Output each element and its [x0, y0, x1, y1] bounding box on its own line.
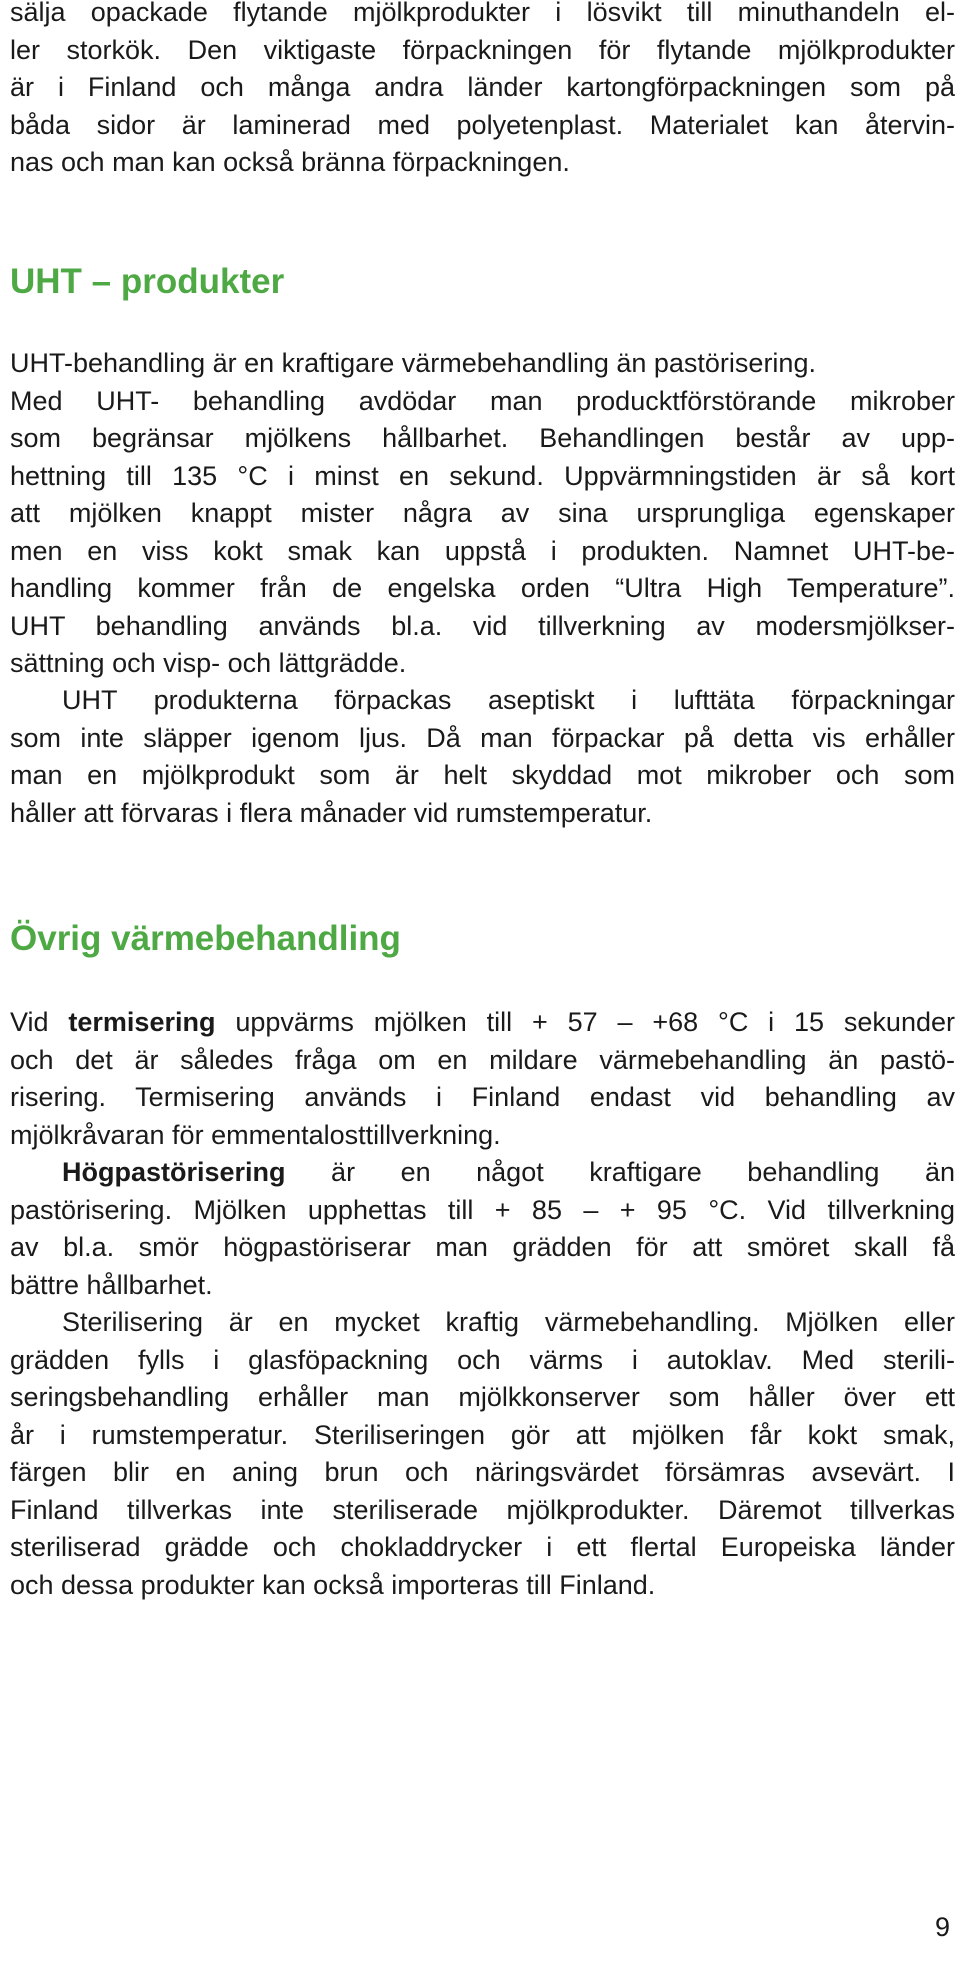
text-line: sättning och visp- och lättgrädde. [10, 648, 407, 678]
text-line: Sterilisering är en mycket kraftig värmebehandling. Mjölken eller [62, 1307, 955, 1337]
text-line: handling kommer från de engelska orden “Ultra High Temperature”. [10, 573, 955, 603]
text-line: ler storkök. Den viktigaste förpackningen för flytande mjölkprodukter [10, 34, 955, 65]
text-line: bättre hållbarhet. [10, 1269, 213, 1300]
text-line [10, 1154, 955, 1192]
text-line: och dessa produkter kan också importeras till Finland. [10, 1569, 656, 1600]
text-line: man en mjölkprodukt som är helt skyddad mot mikrober och som [10, 760, 955, 790]
text-line: hettning till 135 °C i minst en sekund. Uppvärmningstiden är så kort [10, 460, 955, 491]
text-line: nas och man kan också bränna förpackningen. [10, 147, 570, 177]
text-line: risering. Termisering används i Finland endast vid behandling av [10, 1082, 955, 1112]
ovrig-paragraph-termisering [10, 1004, 955, 1154]
text-run: uppvärms mjölken till + 57 – +68 °C i 15 sekunder [215, 1007, 955, 1037]
text-line: Med UHT- behandling avdödar man producktförstörande mikrober [10, 385, 955, 416]
text-line: UHT-behandling är en kraftigare värmebehandling än pastörisering. [10, 348, 816, 378]
text-line: sälja opackade flytande mjölkprodukter i lösvikt till minuthandeln el- [10, 0, 955, 27]
ovrig-paragraph-sterilisering [10, 1304, 955, 1604]
text-line: att mjölken knappt mister några av sina ursprungliga egenskaper [10, 498, 955, 528]
text-line: är i Finland och många andra länder kartongförpackningen som på [10, 72, 955, 102]
text-run: är en något kraftigare behandling än [285, 1157, 955, 1187]
text-line: som inte släpper igenom ljus. Då man förpackar på detta vis erhåller [10, 722, 955, 753]
text-line: seringsbehandling erhåller man mjölkkonserver som håller över ett [10, 1382, 955, 1412]
text-line: Finland tillverkas inte steriliserade mjölkprodukter. Däremot tillverkas [10, 1494, 955, 1525]
uht-paragraph-2 [10, 682, 955, 832]
text-line: år i rumstemperatur. Steriliseringen gör att mjölken får kokt smak, [10, 1419, 955, 1450]
text-line: som begränsar mjölkens hållbarhet. Behandlingen består av upp- [10, 423, 955, 453]
intro-paragraph [10, 0, 955, 182]
text-line: av bl.a. smör högpastöriserar man grädden för att smöret skall få [10, 1232, 955, 1262]
term-termisering: termisering [68, 1007, 216, 1037]
ovrig-paragraph-hogpastorisering [10, 1154, 955, 1304]
text-line: båda sidor är laminerad med polyetenplast. Materialet kan återvin- [10, 109, 955, 140]
uht-paragraph-1 [10, 345, 955, 683]
text-line: grädden fylls i glasföpackning och värms i autoklav. Med sterili- [10, 1344, 955, 1375]
text-line: pastörisering. Mjölken upphettas till + 85 – + 95 °C. Vid tillverkning [10, 1194, 955, 1225]
text-line: färgen blir en aning brun och näringsvärdet försämras avsevärt. I [10, 1457, 955, 1487]
section-heading-ovrig: Övrig värmebehandling [10, 919, 401, 958]
text-line: och det är således fråga om en mildare värmebehandling än pastö- [10, 1044, 955, 1075]
term-hogpastorisering: Högpastörisering [62, 1157, 286, 1187]
text-line: håller att förvaras i flera månader vid rumstemperatur. [10, 797, 653, 828]
text-line: men en viss kokt smak kan uppstå i produkten. Namnet UHT-be- [10, 535, 955, 566]
section-heading-uht: UHT – produkter [10, 262, 285, 301]
text-line [10, 1004, 955, 1042]
text-line: mjölkråvaran för emmentalosttillverkning. [10, 1119, 501, 1150]
text-line: steriliserad grädde och chokladdrycker i ett flertal Europeiska länder [10, 1532, 955, 1562]
text-run: Vid [10, 1007, 69, 1037]
page-number: 9 [934, 1912, 950, 1942]
text-line: UHT behandling används bl.a. vid tillverkning av modersmjölkser- [10, 610, 955, 641]
text-line: UHT produkterna förpackas aseptiskt i lufttäta förpackningar [62, 685, 955, 715]
